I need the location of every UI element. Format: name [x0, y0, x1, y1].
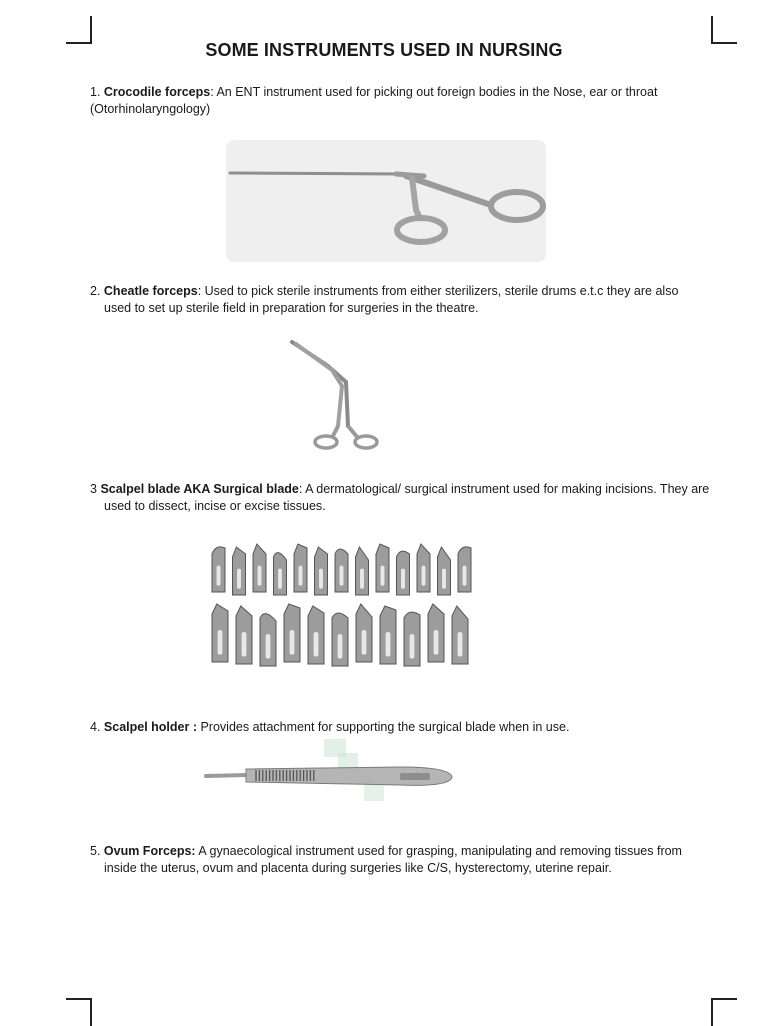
- item-description-continued: used to set up sterile field in preparation for surgeries in the theatre.: [104, 301, 479, 315]
- item-description-continued: inside the uterus, ovum and placenta during surgeries like C/S, hysterectomy, uterine repair.: [104, 861, 612, 875]
- item-description: A gynaecological instrument used for grasping, manipulating and removing tissues from: [195, 844, 682, 858]
- scalpel-handle-icon: [200, 735, 458, 807]
- crop-mark-bottom-right: [711, 998, 737, 1026]
- item-ovum-forceps: [90, 843, 710, 877]
- item-number: 4.: [90, 720, 104, 734]
- crocodile-forceps-icon: [226, 140, 546, 262]
- item-scalpel-blade: [90, 481, 710, 515]
- item-number: 1.: [90, 85, 104, 99]
- item-cheatle-forceps: [90, 283, 710, 317]
- item-term: Scalpel holder :: [103, 720, 197, 734]
- cheatle-forceps-icon: [288, 338, 394, 454]
- item-description: : Used to pick sterile instruments from either sterilizers, sterile drums e.t.c they are also: [197, 284, 679, 298]
- item-description: Provides attachment for supporting the surgical blade when in use.: [197, 720, 570, 734]
- scalpel-blades-icon: [208, 540, 484, 668]
- item-term: Ovum Forceps:: [103, 844, 196, 858]
- crop-mark-bottom-left: [66, 998, 92, 1026]
- item-number: 2.: [90, 284, 104, 298]
- item-description: : A dermatological/ surgical instrument used for making incisions. They are: [298, 482, 710, 496]
- item-term: Cheatle forceps: [103, 284, 198, 298]
- item-number: 3: [90, 482, 101, 496]
- item-term: Crocodile forceps: [103, 85, 211, 99]
- page-title: SOME INSTRUMENTS USED IN NURSING: [205, 40, 563, 60]
- item-description: : An ENT instrument used for picking out foreign bodies in the Nose, ear or throat (Otorhinolaryngology): [90, 85, 658, 116]
- item-scalpel-holder: [90, 719, 710, 736]
- item-number: 5.: [90, 844, 104, 858]
- item-crocodile-forceps: [90, 84, 710, 118]
- item-term: Scalpel blade AKA Surgical blade: [100, 482, 299, 496]
- item-description-continued: used to dissect, incise or excise tissues.: [104, 499, 326, 513]
